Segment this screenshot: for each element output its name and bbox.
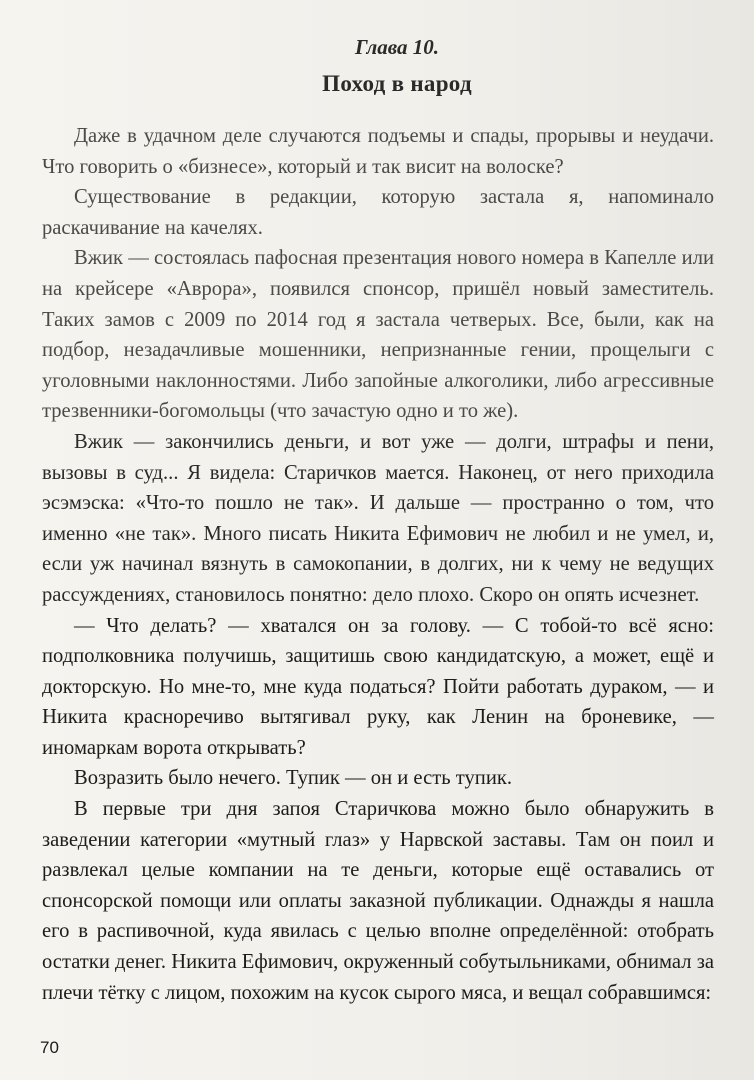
paragraph-3: Вжик — состоялась пафосная презентация нового номера в Капелле или на крейсере «Аврора», появился спонсор, пришёл новый заместитель. Таких замов с 2009 по 2014 год я застала четверых. Все, были, как на подбор, незадачливые мошенники, непризнанные гении, прощелыги с уголовными наклонностями. Либо запойные алкоголики, либо агрессивные трезвенники-богомольцы (что зачастую одно и то же). (42, 247, 714, 423)
page-number: 70 (40, 1038, 59, 1057)
paragraph-7: В первые три дня запоя Старичкова можно было обнаружить в заведении категории «мутный глаз» у Нарвской заставы. Там он поил и развлекал целые компании на те деньги, которые ещё оставались от спонсорской помощи или оплаты заказной публикации. Однажды я нашла его в распивочной, куда явилась с целью вполне определённой: отобрать остатки денег. Никита Ефимович, окруженный собутыльниками, обнимал за плечи тётку с лицом, похожим на кусок сырого мяса, и вещал собравшимся: (42, 798, 714, 1004)
paragraph-4: Вжик — закончились деньги, и вот уже — долги, штрафы и пени, вызовы в суд... Я видела: Старичков мается. Наконец, от него приходила эсэмэска: «Что-то пошло не так». И дальше — пространно о том, что именно «не так». Много писать Никита Ефимович не любил и не умел, и, если уж начинал вязнуть в самокопании, в долгих, ни к чему не ведущих рассуждениях, становилось понятно: дело плохо. Скоро он опять исчезнет. (42, 430, 714, 606)
body-text (42, 121, 714, 1008)
chapter-number: Глава 10. (354, 35, 440, 59)
chapter-heading (0, 34, 754, 98)
paragraph-2: Существование в редакции, которую застала я, напоминало раскачивание на качелях. (42, 186, 714, 239)
paragraph-1: Даже в удачном деле случаются подъемы и спады, прорывы и неудачи. Что говорить о «бизнесе», который и так висит на волоске? (42, 125, 714, 178)
chapter-title: Поход в народ (322, 71, 472, 96)
paragraph-5: — Что делать? — хватался он за голову. — С тобой-то всё ясно: подполковника получишь, защитишь свою кандидатскую, а может, ещё и докторскую. Но мне-то, мне куда податься? Пойти работать дураком, — и Никита красноречиво вытягивал руку, как Ленин на броневике, — иномаркам ворота открывать? (42, 614, 714, 759)
paragraph-6: Возразить было нечего. Тупик — он и есть тупик. (74, 767, 512, 790)
